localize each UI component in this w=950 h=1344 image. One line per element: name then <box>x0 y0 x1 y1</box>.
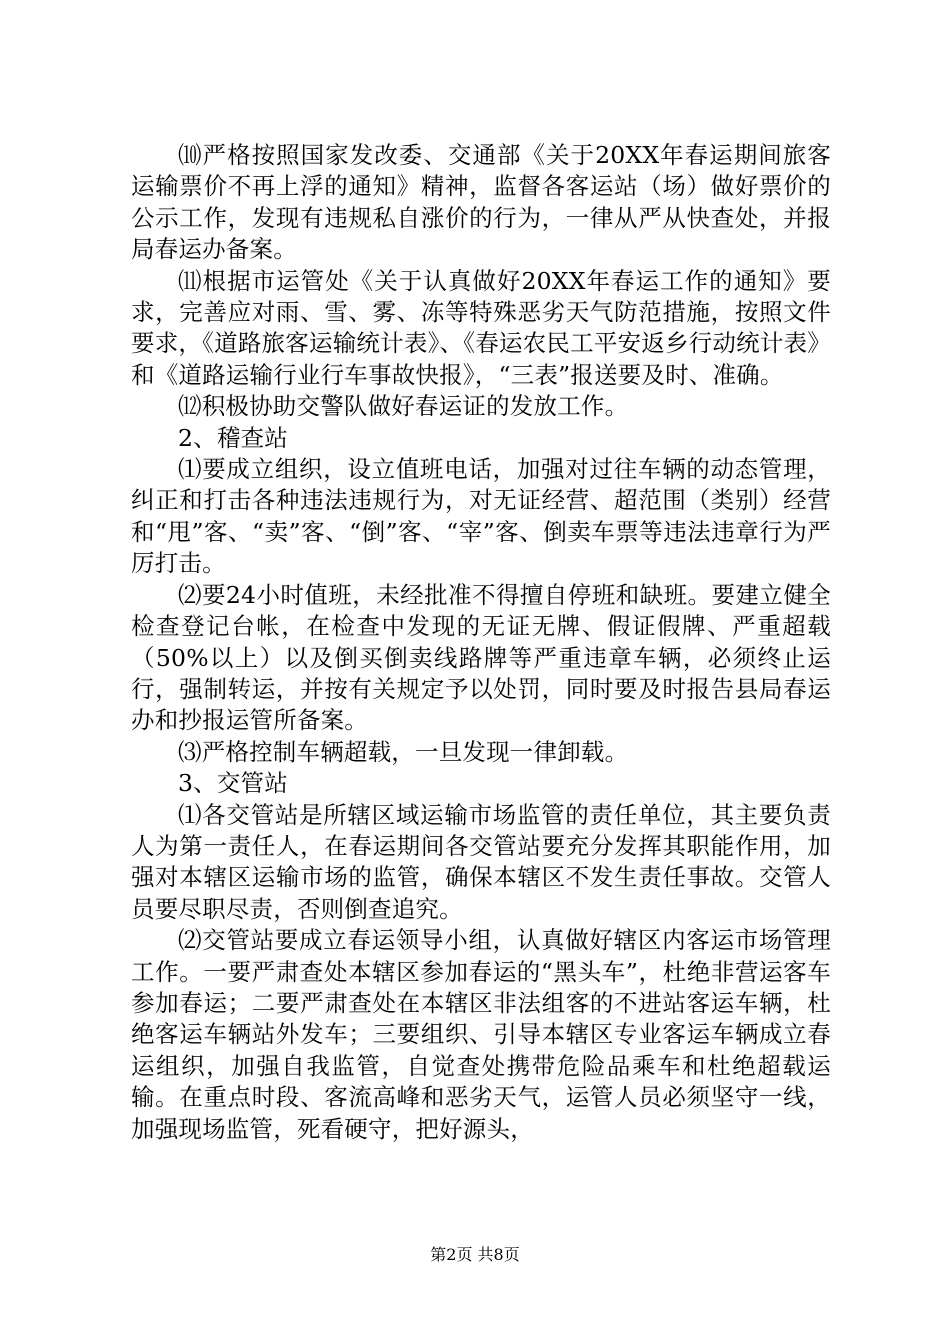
paragraph-item-12: ⑿积极协助交警队做好春运证的发放工作。 <box>178 392 629 421</box>
section-heading-inspection-station: 2、稽查站 <box>178 423 288 452</box>
paragraph-item-10: ⑽严格按照国家发改委、交通部《关于20XX年春运期间旅客运输票价不再上浮的通知》精神，监督各客运站（场）做好票价的公示工作，发现有违规私自涨价的行为，一律从严从快查处，并报局春运办备案。 <box>131 141 831 264</box>
paragraph-inspection-3: ⑶严格控制车辆超载，一旦发现一律卸载。 <box>178 737 629 766</box>
paragraph-inspection-2: ⑵要24小时值班，未经批准不得擅自停班和缺班。要建立健全检查登记台帐，在检查中发现的无证无牌、假证假牌、严重超载（50%以上）以及倒买倒卖线路牌等严重违章车辆，必须终止运行，强制转运，并按有关规定予以处罚，同时要及时报告县局春运办和抄报运管所备案。 <box>131 580 831 735</box>
paragraph-inspection-1: ⑴要成立组织，设立值班电话，加强对过往车辆的动态管理，纠正和打击各种违法违规行为，对无证经营、超范围（类别）经营和“甩”客、“卖”客、“倒”客、“宰”客、倒卖车票等违法违章行为严厉打击。 <box>131 455 831 578</box>
paragraph-item-11: ⑾根据市运管处《关于认真做好20XX年春运工作的通知》要求，完善应对雨、雪、雾、冻等特殊恶劣天气防范措施，按照文件要求，《道路旅客运输统计表》、《春运农民工平安返乡行动统计表》和《道路运输行业行车事故快报》，“三表”报送要及时、准确。 <box>131 266 831 389</box>
document-body <box>131 140 831 1145</box>
section-heading-traffic-station: 3、交管站 <box>178 769 288 798</box>
page-number-footer: 第2页 共8页 <box>430 1245 520 1264</box>
paragraph-traffic-1: ⑴各交管站是所辖区域运输市场监管的责任单位，其主要负责人为第一责任人，在春运期间各交管站要充分发挥其职能作用，加强对本辖区运输市场的监管，确保本辖区不发生责任事故。交管人员要尽职尽责，否则倒查追究。 <box>131 800 831 923</box>
paragraph-traffic-2: ⑵交管站要成立春运领导小组，认真做好辖区内客运市场管理工作。一要严肃查处本辖区参加春运的“黑头车”，杜绝非营运客车参加春运；二要严肃查处在本辖区非法组客的不进站客运车辆，杜绝客运车辆站外发车；三要组织、引导本辖区专业客运车辆成立春运组织，加强自我监管，自觉查处携带危险品乘车和杜绝超载运输。在重点时段、客流高峰和恶劣天气，运管人员必须坚守一线，加强现场监管，死看硬守，把好源头， <box>131 926 831 1143</box>
